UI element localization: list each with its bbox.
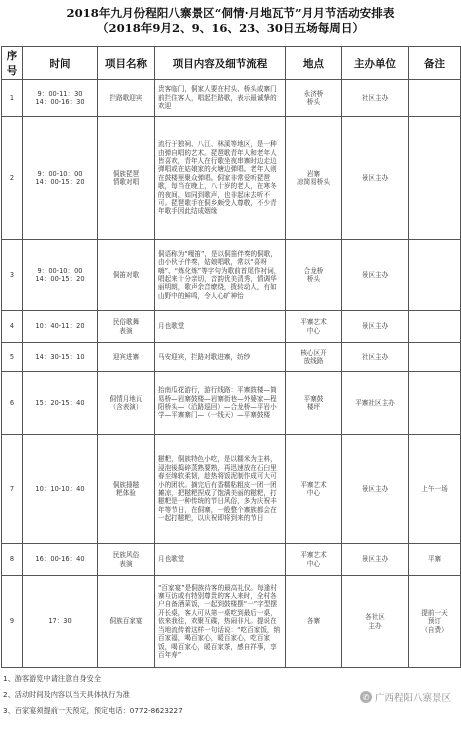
cell-no: 6 [2,372,23,435]
cell-name: 迎宾进寨 [98,343,155,372]
col-header-note: 备注 [409,47,461,80]
cell-org: 景区主办 [342,435,409,544]
cell-time: 17：30 [23,576,98,668]
cell-time: 15：20-15：40 [23,372,98,435]
cell-desc: 抬南瓜花游行，游行线路：平寨鼓楼—简易桥—岩寨鼓楼—岩寨街巷—外婆家—程阳桥头—（沿路巡回）—合龙桥—平岩小学—平寨寨门—（一线天）—平寨鼓楼 [155,372,286,435]
cell-no: 9 [2,576,23,668]
cell-org: 景区主办 [342,117,409,240]
col-header-place: 地点 [286,47,342,80]
cell-org: 景区主办 [342,544,409,576]
cell-place: 平寨艺术 中心 [286,435,342,544]
cell-no: 4 [2,311,23,343]
cell-time: 9：00-10：00 14：00-15：20 [23,240,98,311]
cell-note [409,117,461,240]
cell-org: 平寨社区主办 [342,372,409,435]
cell-name: 侗情月地瓦 （含表演） [98,372,155,435]
table-row [2,117,461,240]
footer-note-3: 3、百家宴须提前一天预定，预定电话：0772-8623227 [3,706,183,715]
col-header-time: 时间 [23,47,98,80]
cell-name: 侗族百家宴 [98,576,155,668]
footer-note-1: 1、游客游览中请注意自身安全 [3,674,102,683]
watermark-text: 广西程阳八寨景区 [374,693,451,704]
title-line-1: 2018年九月份程阳八寨景区“侗情·月地瓦节”月月节活动安排表 [66,6,395,20]
cell-place: 岩寨 凉简易桥头 [286,117,342,240]
cell-note [409,80,461,117]
cell-org: 各社区 主办 [342,576,409,668]
cell-note [409,343,461,372]
table-row [2,435,461,544]
schedule-table [1,46,461,668]
cell-no: 5 [2,343,23,372]
cell-no: 1 [2,80,23,117]
cell-place: 平寨艺术 中心 [286,311,342,343]
cell-name: 民俗歌舞 表演 [98,311,155,343]
cell-desc: 马安迎宾，拦路对歌进寨，纺纱 [155,343,286,372]
cell-desc: 贵客临门，侗家人要在村头、桥头或寨门前拦住客人，唱起拦路歌，表示最诚挚的欢迎 [155,80,286,117]
cell-no: 2 [2,117,23,240]
table-row [2,544,461,576]
cell-place: 核心区开 放线路 [286,343,342,372]
cell-desc: 月也歌堂 [155,311,286,343]
cell-place: 永济桥 桥头 [286,80,342,117]
title-line-2: （2018年9月2、9、16、23、30日五场每周日） [96,21,365,35]
cell-place: 合龙桥 桥头 [286,240,342,311]
cell-name: 侗族捶糍 粑体验 [98,435,155,544]
cell-time: 9：00-11：30 14：00-16：30 [23,80,98,117]
cell-name: 侗族琵琶 情歌对唱 [98,117,155,240]
cell-note: 上午一场 [409,435,461,544]
cell-desc: 流行于独祠、八江、林溪等地区，是一种由弹自唱的艺术。琵琶歌青年人和老年人皆喜欢，青年人在行歌坐夜串寨时边走边弹唱或在姑娘家的火塘边弹唱。老年人则在鼓楼里聚众弹唱。侗家非常爱听琵琶歌，每当在晚上，八十岁的老人，在寒冬的夜间，如同到歌声，也非起床去听不可。琵琶歌手在侗乡颇受人尊敬，不少青年歌手因此结成姻缘 [155,117,286,240]
cell-org: 社区主办 [342,80,409,117]
cell-desc: “百家宴”是侗族待客的最高礼仪。每逢村寨互访或有特别尊贵的客人来时，全村各户自备酒菜饭，一起到鼓楼摆“一”字型摆开长桌，客人可从第一桌吃到最后一桌，依来我往，欢聚互碟，热闹非凡。提说在当地流传着这样一句话说：“吃百家饭，纳百家福，喝百家心，暖百家心，吃百家饭，喝百家心，暖百家茶，感自祥事，享百年寿” [155,576,286,668]
cell-org: 景区主办 [342,311,409,343]
cell-note [409,372,461,435]
cell-note [409,240,461,311]
cell-desc: 糍粑，侗族特色小吃，是以糯米为主料，浸泡後捣碎蒸熟要熟，再迅速放在石臼里春至绵软柔韧，趁热将饭泥制作成可大可小的团状。摘完后有香糯粘粗皮一团一团摊凉，把糍粑捏成了饱满美丽的糍粑，打糍粑是一种传统的节日风俗，多为庆祝丰年等节日，在侗寨，一般整个寨族都会在一起打糍粑，以庆祝即将到来的节日 [155,435,286,544]
col-header-org: 主办单位 [342,47,409,80]
col-header-name: 项目名称 [98,47,155,80]
cell-time: 10：10-10：40 [23,435,98,544]
table-row [2,372,461,435]
cell-note: 提前一天 预订 （自费） [409,576,461,668]
cell-time: 10：40-11：20 [23,311,98,343]
table-row [2,576,461,668]
page-title [0,6,461,36]
col-header-no: 序号 [2,47,23,80]
watermark [360,690,451,704]
cell-no: 8 [2,544,23,576]
cell-desc: 侗语称为“嘎笛”，是以侗笛伴奏的侗歌，由小伙子伴奏，姑娘唱歌，常以“喜呀嗨”、“炼化炼”等字句为歌前首尾作衬词，唱起来十分亲切，音韵优美清秀，情调华丽明朗，歌声余音缭绕，拨转动人，有如山野中的鲜鸣，令人心旷神怡 [155,240,286,311]
cell-org: 景区主办 [342,240,409,311]
cell-no: 7 [2,435,23,544]
cell-note: 平寨 [409,544,461,576]
cell-place: 平寨鼓 楼坪 [286,372,342,435]
cell-time: 9：00-10：00 14：00-15：20 [23,117,98,240]
wechat-icon: ✆ [360,691,372,703]
table-row [2,311,461,343]
footer-note-2: 2、活动时间及内容以当天具体执行为准 [3,690,130,699]
cell-desc: 月也歌堂 [155,544,286,576]
cell-org: 社区主办 [342,343,409,372]
cell-place: 平寨艺术 中心 [286,544,342,576]
table-row [2,80,461,117]
table-row [2,343,461,372]
table-body [2,80,461,668]
cell-note [409,311,461,343]
cell-no: 3 [2,240,23,311]
col-header-desc: 项目内容及细节流程 [155,47,286,80]
cell-place: 各寨 [286,576,342,668]
table-row [2,240,461,311]
cell-time: 14：30-15：10 [23,343,98,372]
cell-name: 拦路歌迎宾 [98,80,155,117]
table-header-row [2,47,461,80]
cell-name: 侗笛对歌 [98,240,155,311]
cell-name: 民族风俗 表演 [98,544,155,576]
cell-time: 16：00-16：40 [23,544,98,576]
